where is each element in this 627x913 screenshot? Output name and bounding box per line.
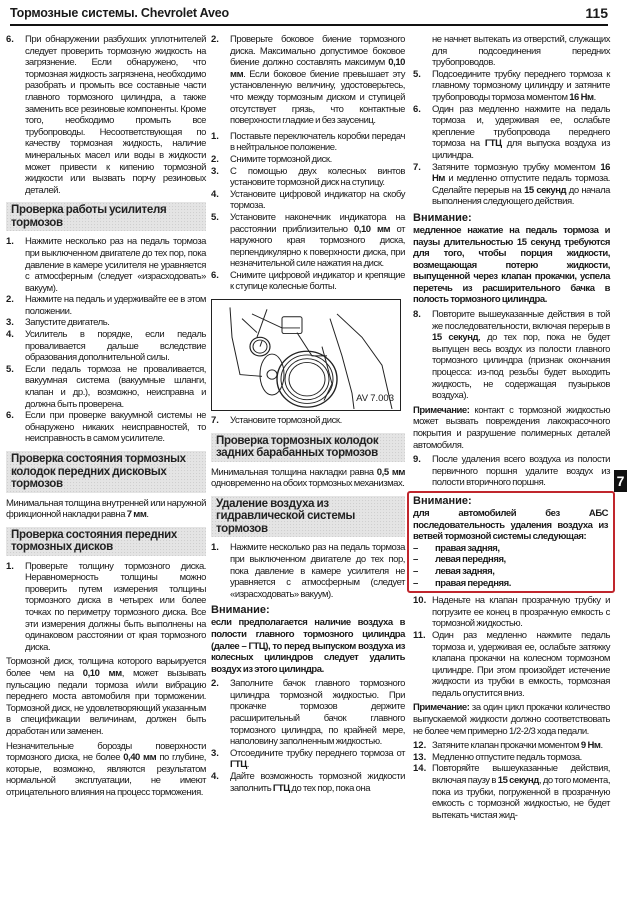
text: . [246,759,249,771]
text: , до тех пор, пока не будет выпущен весь воздух из полости главного тормозного цилиндра (признак окончания процесса: из-под резьбы будет выходить жидкость, не содержащая пузырьков воздуха). [432,332,610,402]
value: 0,10 мм [230,57,405,80]
text: до тех пор, пока она [289,782,371,794]
item-text: После удаления всего воздуха из полости первичного поршня удалите воздух из полости вторичного поршня. [432,454,610,489]
text: . Если боковое биение превышает эту установленную величину, удостоверьтесь, что между тормозным диском и ступицей отсутствует грязь, что контактные поверхности гладкие и без заусениц. [230,68,405,127]
item-text: Нажмите несколько раз на педаль тормоза при выключенном двигателе до тех пор, пока давление в камере усилителя не уравняется с атмосферным (следует «израсходовать» вакуум). [25,236,206,294]
item-text: Снимите цифровой индикатор и крепящие к ступице колесные болты. [230,269,405,293]
text: одновременно на обоих тормозных механизмах. [211,478,405,490]
list-item [211,154,405,166]
value: 16 Нм [569,91,594,103]
text: , до того момента, пока из трубки, погруженной в прозрачную емкость с тормозной жидкостью, не будет вытекать чистая жид- [432,775,611,821]
item-text: Наденьте на клапан прозрачную трубку и погрузите ее конец в прозрачную емкость с тормозной жидкостью. [432,595,610,630]
page-header [10,4,608,26]
list-item [6,294,206,317]
item-text: Если при проверке вакуумной системы не обнаружено никаких неисправностей, то неисправность в самом усилителе. [25,410,206,445]
item-text [432,162,610,208]
list-item [413,566,608,578]
paragraph [6,656,206,737]
dash: – [413,577,418,589]
list-item [6,364,206,410]
list-item [413,595,610,630]
text: Повторите вышеуказанные действия в той же последовательности, включая перерыв в [432,309,610,332]
list-item [413,309,610,402]
item-text: Проверьте толщину тормозного диска. Неравномерность толщины можно проверить путем измерения толщины тормозного диска в четырех или более точках по периметру тормозного диска. Все эти измерения должны быть выполнены на одинаковом расстоянии от края тормозного диска. [25,560,206,653]
list-item [6,34,206,196]
item-text: Установите тормозной диск. [230,415,342,427]
list-item [6,236,206,294]
value: 0,10 мм [82,668,122,680]
item-text: Нажмите несколько раз на педаль тормоза при выключенном двигателе до тех пор, пока давление в камере усилителя не уравняется с атмосферным (следует «израсходовать» вакуум). [230,542,405,600]
item-text: Медленно отпустите педаль тормоза. [432,751,582,763]
list-item [211,270,405,293]
item-text: Запустите двигатель. [25,317,110,329]
item-number: 5. [211,211,219,223]
item-number: 10. [413,595,427,607]
text: . [593,91,596,103]
text: до начала выполнения следующего действия. [432,184,611,208]
column-2 [211,34,405,794]
brake-disc-runout-illustration [211,299,401,411]
text: от наружного края тормозного диска, перпендикулярно к поверхности диска, при незначительной силе нажатия на диск. [230,223,405,270]
item-text: Нажмите на педаль и удерживайте ее в этом положении. [25,294,206,317]
section-heading: Удаление воздуха из гидравлической системы тормозов [211,496,405,538]
abs-bleed-order-callout [407,491,615,593]
item-number: 3. [6,317,14,329]
warning-text: медленное нажатие на педаль тормоза и паузы длительностью 15 секунд требуются для того, чтобы порция жидкости, возмещающая потерю жидкости, выпущенной через клапан прокачки, успела перетечь из расширительного бачка в полость тормозного цилиндра. [413,224,610,306]
note-label: Примечание: [413,702,470,714]
warning-title: Внимание: [211,604,270,617]
item-number: 13. [413,751,427,763]
list-item [413,578,608,590]
list-item-continued [413,34,610,69]
item-text: правая передняя. [435,577,511,589]
value: ГТЦ [272,782,290,794]
item-text: левая задняя, [435,565,495,577]
item-number: 9. [413,454,421,466]
figure-id: AV 7.003 [356,393,394,405]
item-number: 2. [211,34,219,45]
item-text: Снимите тормозной диск. [230,153,332,165]
item-text [230,748,405,771]
text: Тормозной диск, толщина которого варьируется более чем на [6,656,206,680]
item-number: 1. [6,236,14,248]
list-item [211,212,405,270]
paragraph [6,498,206,521]
text: Затяните клапан прокачки моментом [432,740,581,752]
text: Минимальная толщина накладки равна [211,466,377,478]
list-item [211,748,405,771]
paragraph [211,467,405,490]
item-number: 2. [6,294,14,306]
running-title: Тормозные системы. Chevrolet Aveo [10,6,229,20]
item-text [432,69,610,104]
value: 9 Нм [580,740,601,752]
value: 16 Нм [432,161,610,185]
list-item [211,189,405,212]
item-text [432,104,610,162]
item-number: 11. [413,629,426,641]
item-text [230,212,405,270]
item-text [230,771,405,794]
text: и медленно отпустите педаль тормоза. Сделайте перерыв на [432,173,610,196]
item-number: 3. [211,747,219,759]
dash: – [413,554,418,566]
item-number: 1. [211,542,219,554]
list-item [413,162,610,208]
column-1 [6,34,206,802]
list-item [413,763,610,821]
value: 15 секунд [497,775,539,787]
list-item [413,630,610,700]
booster-steps [6,236,206,445]
text: Затяните тормозную трубку моментом [432,161,601,173]
list-item [211,542,405,600]
item-number: 5. [413,68,421,80]
section-heading: Проверка состояния тормозных колодок передних дисковых тормозов [6,451,206,493]
text: Незначительные борозды поверхности тормозного диска, не более [6,740,206,764]
warning-title: Внимание: [413,211,472,224]
item-text [432,740,610,752]
text: Минимальная толщина внутренней или наружной фрикционной накладки равна [6,497,206,521]
list-item [211,166,405,189]
item-number: 12. [413,740,427,752]
item-number: 14. [413,763,427,775]
list-item [211,678,405,748]
text: Проверьте боковое биение тормозного диска. Максимально допустимое боковое биение должно составлять максимум [230,34,405,69]
text: , может вызывать пульсацию педали тормоза и/или вибрацию переднего моста автомобиля при торможении. Тормозной диск, не удовлетворяющий указанным в спецификации величинам, должен быть доработан или заменен. [6,668,206,737]
note [413,702,610,737]
note-text: за один цикл прокачки количество выпускаемой жидкости должно соответствовать не более чем примерно 1/2-2/3 хода педали. [413,702,610,737]
item-number: 1. [211,130,219,142]
note-label: Примечание: [413,404,470,416]
column-3 [413,34,610,821]
list-item [413,740,610,752]
note [413,405,610,451]
text: Повторяйте вышеуказанные действия, включая паузу в [432,763,610,787]
item-text: С помощью двух колесных винтов установите тормозной диск на ступицу. [230,165,405,189]
text: Установите наконечник индикатора на расстоянии приблизительно [230,211,405,235]
value: 0,10 мм [353,223,391,235]
item-text [432,763,610,821]
item-text: не начнет вытекать из отверстий, служащих для подсоединения передних трубопроводов. [432,34,610,69]
text: по глубине, которые, возможно, являются результатом нормальной эксплуатации, не имеют отрицательного влияния на процесс торможения. [6,752,206,798]
text: . [600,740,603,752]
item-text [230,34,405,127]
list-item [211,771,405,794]
text: . [146,509,149,521]
list-item [413,454,610,489]
item-text: При обнаружении разбухших уплотнителей следует проверить тормозную жидкость на загрязнение. Если обнаружено, что тормозная жидкость загрязнена, необходимо разобрать и промыть все составные части главного тормозного цилиндра, а также заменить все резиновые компоненты. Кроме того, необходимо промыть все трубопроводы. Несоответствующая по качеству тормозная жидкость, наличие минеральных масел или воды в жидкости может привести к кипению тормозной жидкости или вызвать порчу резиновых деталей. [25,34,206,196]
section-heading: Проверка тормозных колодок задних барабанных тормозов [211,433,405,462]
list-item [413,104,610,162]
section-heading: Проверка работы усилителя тормозов [6,202,206,231]
item-number: 4. [211,771,219,783]
item-number: 7. [211,415,219,427]
text: Дайте возможность тормозной жидкости заполнить [230,771,405,794]
note-text: контакт с тормозной жидкостью может вызвать повреждения лакокрасочного покрытия и разрушение полимерных деталей автомобиля. [413,404,610,451]
list-item [413,752,610,764]
item-number: 4. [211,188,219,200]
list-item [6,561,206,654]
value: 15 секунд [524,184,567,196]
warning-text: для автомобилей без АБС последовательность удаления воздуха из ветвей тормозной системы следующая: [413,507,608,543]
item-number: 6. [413,103,421,115]
item-text: Поставьте переключатель коробки передач в нейтральное положение. [230,130,405,154]
value: 0,40 мм [123,752,157,764]
paragraph [6,741,206,799]
list-item [211,415,405,427]
list-item [211,131,405,154]
item-number: 6. [6,410,14,422]
value: ГТЦ [230,759,247,771]
text: Отсоедините трубку переднего тормоза от [230,747,405,759]
item-number: 2. [211,678,219,690]
warning-title: Внимание: [413,494,472,507]
warning-text: если предполагается наличие воздуха в полости главного тормозного цилиндра (далее – ГТЦ), то перед выпуском воздуха из колесных цилиндров следует удалить воздух из этого цилиндра. [211,617,405,675]
item-text: Если педаль тормоза не проваливается, вакуумная система (вакуумные шланги, клапан и др.), возможно, неисправна и должна быть проверена. [25,363,206,410]
list-item [413,554,608,566]
value: ГТЦ [484,138,502,150]
item-number: 4. [6,329,14,341]
list-item [6,410,206,445]
item-number: 5. [6,363,14,375]
item-number: 3. [211,165,219,177]
item-text: Заполните бачок главного тормозного цилиндра тормозной жидкостью. При прокачке тормозов держите расширительный бачок главного тормозного цилиндра, по крайней мере, наполовину заполненным жидкостью. [230,678,405,748]
text: Один раз медленно нажмите на педаль тормоза и, удерживая ее, ослабьте крепление трубопровода переднего тормоза на [432,103,610,150]
value: 0,5 мм [376,466,405,478]
text: для выпуска воздуха из цилиндра. [432,138,610,161]
value: 15 секунд [432,332,479,344]
section-heading: Проверка состояния передних тормозных дисков [6,527,206,556]
dash: – [413,565,418,577]
item-text: Установите цифровой индикатор на скобу тормоза. [230,188,405,212]
dash: – [413,542,418,554]
item-text: левая передняя, [435,554,506,566]
item-number: 8. [413,309,421,321]
list-item [413,543,608,555]
item-number: 6. [211,269,219,281]
item-text: правая задняя, [435,542,500,554]
item-text [432,309,610,402]
item-text: Усилитель в порядке, если педаль проваливается дальше вследствие образования дополнительной силы. [25,329,206,364]
list-item [6,317,206,329]
item-number: 1. [6,560,14,572]
page-number: 115 [585,5,608,21]
text: Подсоедините трубку переднего тормоза к главному тормозному цилиндру и затяните трубопроводы тормоза моментом [432,68,610,103]
item-number: 2. [211,153,219,165]
value: 7 мм [126,509,147,521]
item-number: 7. [413,161,421,173]
list-item [211,34,405,127]
chapter-tab: 7 [614,470,627,492]
list-item [6,329,206,364]
list-item [413,69,610,104]
item-number: 6. [6,34,14,45]
item-text: Один раз медленно нажмите педаль тормоза и, удерживая ее, ослабьте затяжку клапана прокачки на колесном тормозном цилиндре. При этом произойдет истечение жидкости из трубки в емкость, тормозная педаль опустится вниз. [432,629,610,699]
